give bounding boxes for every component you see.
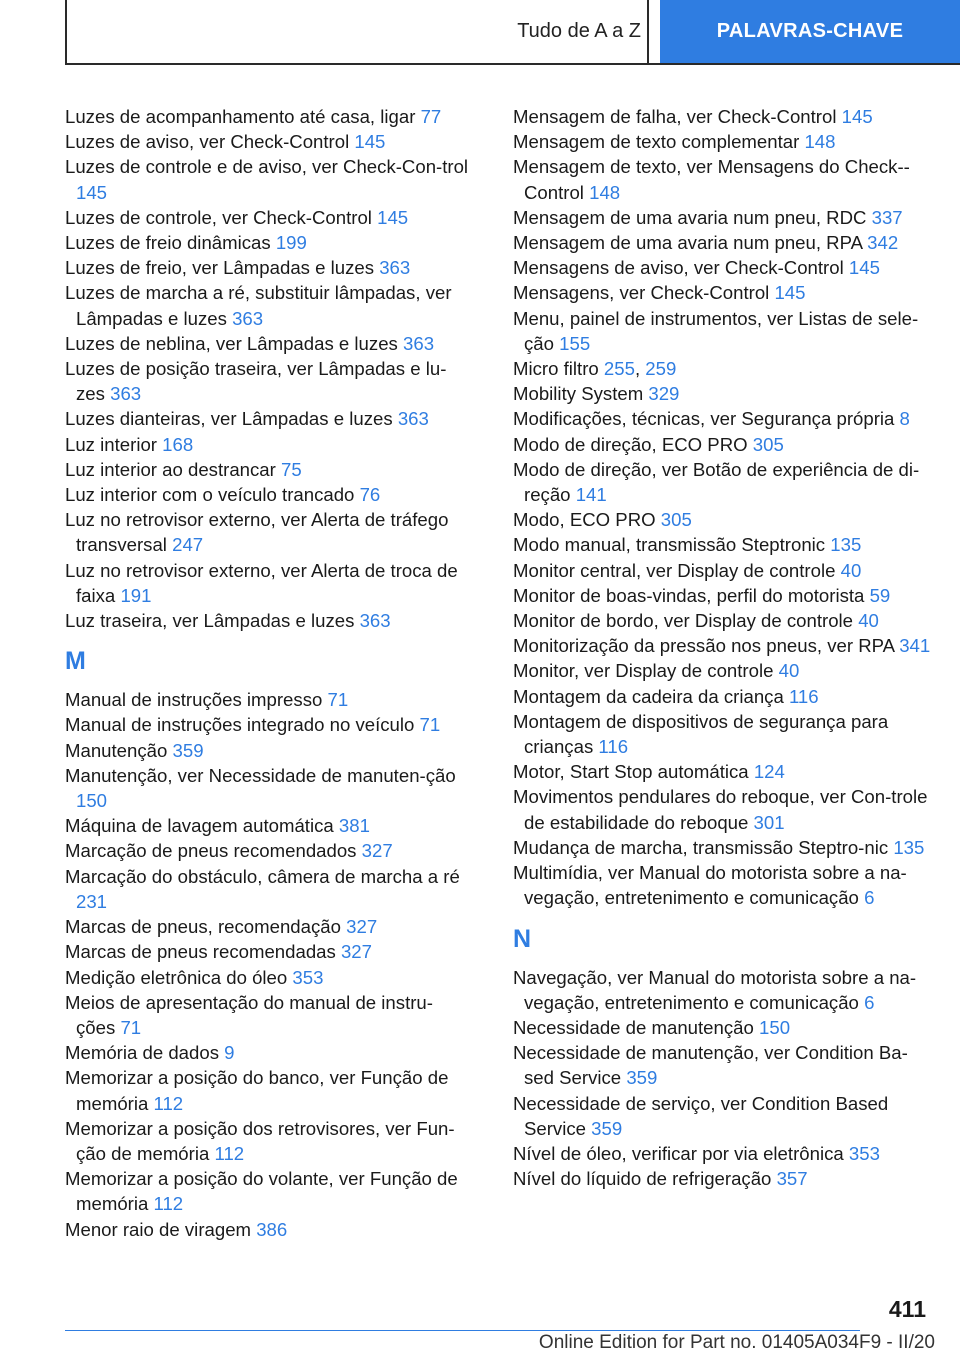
index-entry	[65, 230, 470, 255]
index-entry	[513, 280, 933, 305]
section-letter-m: M	[65, 647, 86, 676]
entry-term: Luz no retrovisor externo, ver Alerta de troca de faixa	[65, 559, 458, 606]
index-entry	[65, 432, 470, 457]
index-entry	[513, 205, 933, 230]
entry-page-link[interactable]: 363	[110, 383, 142, 405]
entry-page-link[interactable]: 305	[660, 509, 692, 531]
entry-term: Modo de direção, ECO PRO	[513, 433, 753, 455]
entry-page-link[interactable]: 148	[804, 131, 836, 153]
entry-page-link[interactable]: 363	[397, 408, 429, 430]
index-entry	[65, 507, 470, 557]
index-entry	[513, 154, 933, 204]
entry-page-link[interactable]: 6	[864, 991, 875, 1013]
index-column-left	[65, 104, 470, 1242]
entry-term: Memorizar a posição do banco, ver Função de memória	[65, 1067, 449, 1114]
entry-term: Luzes dianteiras, ver Lâmpadas e luzes	[65, 408, 398, 430]
index-entry	[65, 838, 470, 863]
index-entry	[513, 230, 933, 255]
index-entry	[65, 1040, 470, 1065]
entry-page-link[interactable]: 112	[153, 1092, 184, 1114]
entry-term: Manual de instruções impresso	[65, 689, 328, 711]
entry-term: Montagem de dispositivos de segurança para crianças	[513, 710, 889, 758]
entry-term: Luzes de aviso, ver Check-Control	[65, 131, 355, 153]
footer-rule	[65, 1330, 860, 1331]
entry-term: Menu, painel de instrumentos, ver Listas de sele-ção	[513, 307, 919, 354]
entry-term: Necessidade de manutenção, ver Condition Ba-sed Service	[513, 1042, 908, 1089]
entry-term: Meios de apresentação do manual de instru-ções	[65, 991, 433, 1038]
footer-edition: Online Edition for Part no. 01405A034F9 - II/20	[538, 1332, 935, 1353]
entry-term: Motor, Start Stop automática	[513, 761, 754, 783]
entry-page-link[interactable]: 145	[354, 131, 386, 153]
entry-page-link[interactable]: 359	[172, 739, 204, 761]
entry-page-link[interactable]: 135	[830, 534, 862, 556]
entry-page-link[interactable]: 305	[752, 433, 784, 455]
entries-list-n	[513, 965, 933, 1192]
entry-page-link[interactable]: 75	[281, 458, 302, 480]
entry-page-link[interactable]: 199	[275, 232, 307, 254]
index-entry	[513, 1091, 933, 1141]
entry-page-link[interactable]: 145	[848, 257, 880, 279]
entry-term: Luzes de posição traseira, ver Lâmpadas e lu-zes	[65, 358, 447, 405]
entry-page-link[interactable]: 168	[162, 433, 194, 455]
entry-term: Memorizar a posição do volante, ver Função de memória	[65, 1168, 458, 1215]
entry-term: Necessidade de manutenção	[513, 1016, 760, 1038]
section-title: Tudo de A a Z	[517, 20, 641, 42]
index-entry	[65, 457, 470, 482]
index-entry	[513, 658, 933, 683]
index-entry	[513, 608, 933, 633]
index-entry	[513, 532, 933, 557]
entry-term: Marcas de pneus, recomendação	[65, 916, 347, 938]
index-entry	[513, 1166, 933, 1191]
index-entry	[65, 608, 470, 633]
entry-term: Luzes de marcha a ré, substituir lâmpadas, ver Lâmpadas e luzes	[65, 282, 452, 329]
entry-page-link[interactable]: 141	[575, 484, 607, 506]
entry-page-link[interactable]: 150	[76, 790, 108, 812]
index-entry	[513, 129, 933, 154]
index-entry	[65, 205, 470, 230]
entry-term: Manual de instruções integrado no veículo	[65, 714, 420, 736]
entry-page-link[interactable]: 363	[379, 257, 411, 279]
entry-term: Mensagens de aviso, ver Check-Control	[513, 257, 849, 279]
index-entry	[513, 965, 933, 1015]
entry-term: Marcas de pneus recomendadas	[65, 941, 341, 963]
entry-term: Mudança de marcha, transmissão Steptro-nic	[513, 836, 894, 858]
index-entry	[513, 1015, 933, 1040]
index-entry	[513, 1040, 933, 1090]
entry-term: Manutenção, ver Necessidade de manuten-ção	[65, 764, 456, 786]
entry-page-link[interactable]: 112	[214, 1142, 245, 1164]
index-entry	[513, 432, 933, 457]
index-entry	[513, 709, 933, 759]
index-entry	[513, 507, 933, 532]
entry-term: Memória de dados	[65, 1042, 225, 1064]
keywords-tab[interactable]: PALAVRAS-CHAVE	[660, 0, 960, 63]
entry-page-link[interactable]: 116	[598, 736, 629, 758]
index-entry	[513, 356, 933, 381]
section-letter-n: N	[513, 924, 532, 953]
entry-term: Micro filtro	[513, 358, 604, 380]
entry-page-link[interactable]: 40	[840, 559, 862, 581]
index-entry	[65, 687, 470, 712]
entry-page-link[interactable]: 145	[76, 181, 108, 203]
entry-page-link[interactable]: 327	[346, 916, 378, 938]
entry-page-link[interactable]: 363	[359, 610, 391, 632]
entry-term: Mensagem de texto, ver Mensagens do Check--Control	[513, 156, 910, 203]
entry-term: Máquina de lavagem automática	[65, 815, 339, 837]
entry-page-link[interactable]: 40	[858, 610, 879, 632]
entry-term: Mensagem de texto complementar	[513, 131, 805, 153]
index-entry	[65, 738, 470, 763]
entry-page-link[interactable]: 71	[419, 714, 441, 736]
entry-page-link[interactable]: 71	[327, 689, 349, 711]
entry-term: Luzes de acompanhamento até casa, ligar	[65, 106, 421, 127]
index-entry	[513, 633, 933, 658]
entry-page-link[interactable]: 357	[776, 1168, 808, 1190]
page-header	[0, 0, 960, 66]
index-entry	[513, 835, 933, 860]
index-entry	[65, 939, 470, 964]
entry-page-link[interactable]: 363	[403, 332, 435, 354]
index-entry	[65, 356, 470, 406]
entry-page-link[interactable]: 301	[753, 811, 785, 833]
entries-list-m-cont	[513, 104, 933, 911]
index-entry	[65, 558, 470, 608]
index-entry	[65, 763, 470, 813]
index-entry	[65, 712, 470, 737]
entry-term: Monitor de boas-vindas, perfil do motorista	[513, 584, 870, 606]
entry-page-link[interactable]: 116	[788, 685, 819, 707]
entry-page-link[interactable]: 337	[871, 206, 903, 228]
entry-page-link[interactable]: 145	[377, 206, 409, 228]
entry-page-link[interactable]: 353	[292, 966, 324, 988]
index-entry	[65, 864, 470, 914]
entry-page-link[interactable]: 329	[648, 383, 680, 405]
index-entry	[65, 255, 470, 280]
entry-page-link[interactable]: 353	[848, 1142, 880, 1164]
index-entry	[513, 306, 933, 356]
entry-page-link[interactable]: 6	[864, 887, 875, 909]
entry-page-link[interactable]: 381	[338, 815, 370, 837]
entry-page-link[interactable]: 9	[224, 1042, 235, 1064]
entry-term: Marcação do obstáculo, câmera de marcha a ré	[65, 865, 460, 887]
entry-page-link[interactable]: 327	[361, 840, 393, 862]
entry-page-link[interactable]: 112	[153, 1193, 184, 1215]
entry-page-link[interactable]: 124	[753, 761, 785, 783]
index-entry	[65, 129, 470, 154]
entry-term: Mensagem de falha, ver Check-Control	[513, 106, 842, 127]
index-entry	[513, 784, 933, 834]
index-entry	[65, 280, 470, 330]
entry-term: Nível de óleo, verificar por via eletrônica	[513, 1142, 849, 1164]
entry-term: Luzes de neblina, ver Lâmpadas e luzes	[65, 332, 404, 354]
entry-term: Luzes de freio dinâmicas	[65, 232, 276, 254]
entry-term: Multimídia, ver Manual do motorista sobre a na-vegação, entretenimento e comunicação	[513, 862, 907, 909]
entry-term: Luz no retrovisor externo, ver Alerta de tráfego transversal	[65, 509, 449, 556]
entry-page-link[interactable]: 231	[76, 890, 108, 912]
index-entry	[65, 1116, 470, 1166]
entry-page-link[interactable]: 71	[120, 1016, 142, 1038]
entry-term: Necessidade de serviço, ver Condition Based Service	[513, 1092, 889, 1139]
entry-page-link[interactable]: 247	[172, 534, 204, 556]
entry-term: Mensagem de uma avaria num pneu, RPA	[513, 232, 868, 254]
entry-term: Monitor de bordo, ver Display de controle	[513, 610, 859, 632]
entry-page-link[interactable]: 59	[869, 584, 891, 606]
index-entry	[65, 154, 470, 204]
entry-page-link[interactable]: 150	[759, 1016, 791, 1038]
entry-page-link[interactable]: 259	[645, 358, 677, 380]
entry-page-link[interactable]: 145	[841, 106, 873, 127]
entry-term: Luzes de controle e de aviso, ver Check-Con-trol	[65, 156, 469, 178]
entry-page-link[interactable]: 359	[626, 1067, 658, 1089]
entry-term: Modificações, técnicas, ver Segurança própria	[513, 408, 900, 430]
entry-term: Modo manual, transmissão Steptronic	[513, 534, 831, 556]
index-entry	[513, 406, 933, 431]
entry-page-link[interactable]: 363	[232, 307, 264, 329]
index-entry	[65, 482, 470, 507]
entry-term: Nível do líquido de refrigeração	[513, 1168, 777, 1190]
entry-page-link[interactable]: 359	[591, 1117, 623, 1139]
index-entry	[513, 1141, 933, 1166]
index-column-right	[513, 104, 933, 1191]
entry-page-link[interactable]: 148	[589, 181, 621, 203]
entry-page-link[interactable]: 8	[899, 408, 910, 430]
index-entry	[513, 558, 933, 583]
entry-term: Montagem da cadeira da criança	[513, 685, 789, 707]
entry-term: Menor raio de viragem	[65, 1218, 257, 1240]
index-entry	[65, 1166, 470, 1216]
entry-term: Luz interior com o veículo trancado	[65, 484, 360, 506]
index-entry	[513, 759, 933, 784]
index-entry	[65, 406, 470, 431]
header-left-border	[65, 0, 67, 65]
index-entry	[65, 965, 470, 990]
entry-term: Manutenção	[65, 739, 173, 761]
entry-page-link[interactable]: 40	[778, 660, 800, 682]
entry-page-link[interactable]: 341	[899, 635, 931, 657]
entry-page-link[interactable]: 76	[359, 484, 381, 506]
entry-page-link[interactable]: 342	[867, 232, 899, 254]
entries-list-luz	[65, 104, 470, 633]
entry-term: Medição eletrônica do óleo	[65, 966, 293, 988]
entry-term: Luz interior ao destrancar	[65, 458, 282, 480]
index-entry	[513, 381, 933, 406]
entry-page-link[interactable]: 155	[559, 332, 591, 354]
index-entry	[65, 990, 470, 1040]
header-rule	[65, 63, 960, 65]
entry-page-link[interactable]: 327	[340, 941, 372, 963]
entry-term: Mobility System	[513, 383, 649, 405]
entry-term: Modo de direção, ver Botão de experiência de di-reção	[513, 458, 920, 506]
index-entry	[513, 457, 933, 507]
index-entry	[65, 1065, 470, 1115]
index-entry	[65, 813, 470, 838]
entry-page-link[interactable]: 386	[256, 1218, 288, 1240]
entry-page-link[interactable]: 145	[774, 282, 806, 304]
index-entry	[513, 104, 933, 129]
entry-term: Luz interior	[65, 433, 163, 455]
index-entry	[65, 331, 470, 356]
entry-page-link[interactable]: 255	[603, 358, 635, 380]
entries-list-m	[65, 687, 470, 1241]
entry-page-separator: ,	[634, 358, 646, 380]
entry-page-link[interactable]: 191	[120, 584, 152, 606]
entry-term: Modo, ECO PRO	[513, 509, 661, 531]
page-number: 411	[888, 1296, 926, 1322]
index-entry	[513, 255, 933, 280]
entry-page-link[interactable]: 77	[420, 106, 442, 127]
index-entry	[513, 860, 933, 910]
index-entry	[65, 104, 470, 129]
entry-term: Memorizar a posição dos retrovisores, ver Fun-ção de memória	[65, 1117, 455, 1164]
index-entry	[65, 914, 470, 939]
index-entry	[65, 1217, 470, 1242]
entry-term: Mensagens, ver Check-Control	[513, 282, 775, 304]
index-entry	[513, 583, 933, 608]
header-divider	[647, 0, 649, 65]
entry-term: Monitor central, ver Display de controle	[513, 559, 841, 581]
entry-term: Movimentos pendulares do reboque, ver Con-trole de estabilidade do reboque	[513, 786, 928, 833]
entry-term: Luzes de freio, ver Lâmpadas e luzes	[65, 257, 380, 279]
entry-term: Monitorização da pressão nos pneus, ver RPA	[513, 635, 900, 657]
entry-term: Luz traseira, ver Lâmpadas e luzes	[65, 610, 360, 632]
entry-term: Marcação de pneus recomendados	[65, 840, 362, 862]
entry-page-link[interactable]: 135	[893, 836, 925, 858]
entry-term: Monitor, ver Display de controle	[513, 660, 779, 682]
entry-term: Luzes de controle, ver Check-Control	[65, 206, 378, 228]
index-entry	[513, 684, 933, 709]
entry-term: Navegação, ver Manual do motorista sobre a na-vegação, entretenimento e comunicação	[513, 966, 917, 1013]
entry-term: Mensagem de uma avaria num pneu, RDC	[513, 206, 872, 228]
